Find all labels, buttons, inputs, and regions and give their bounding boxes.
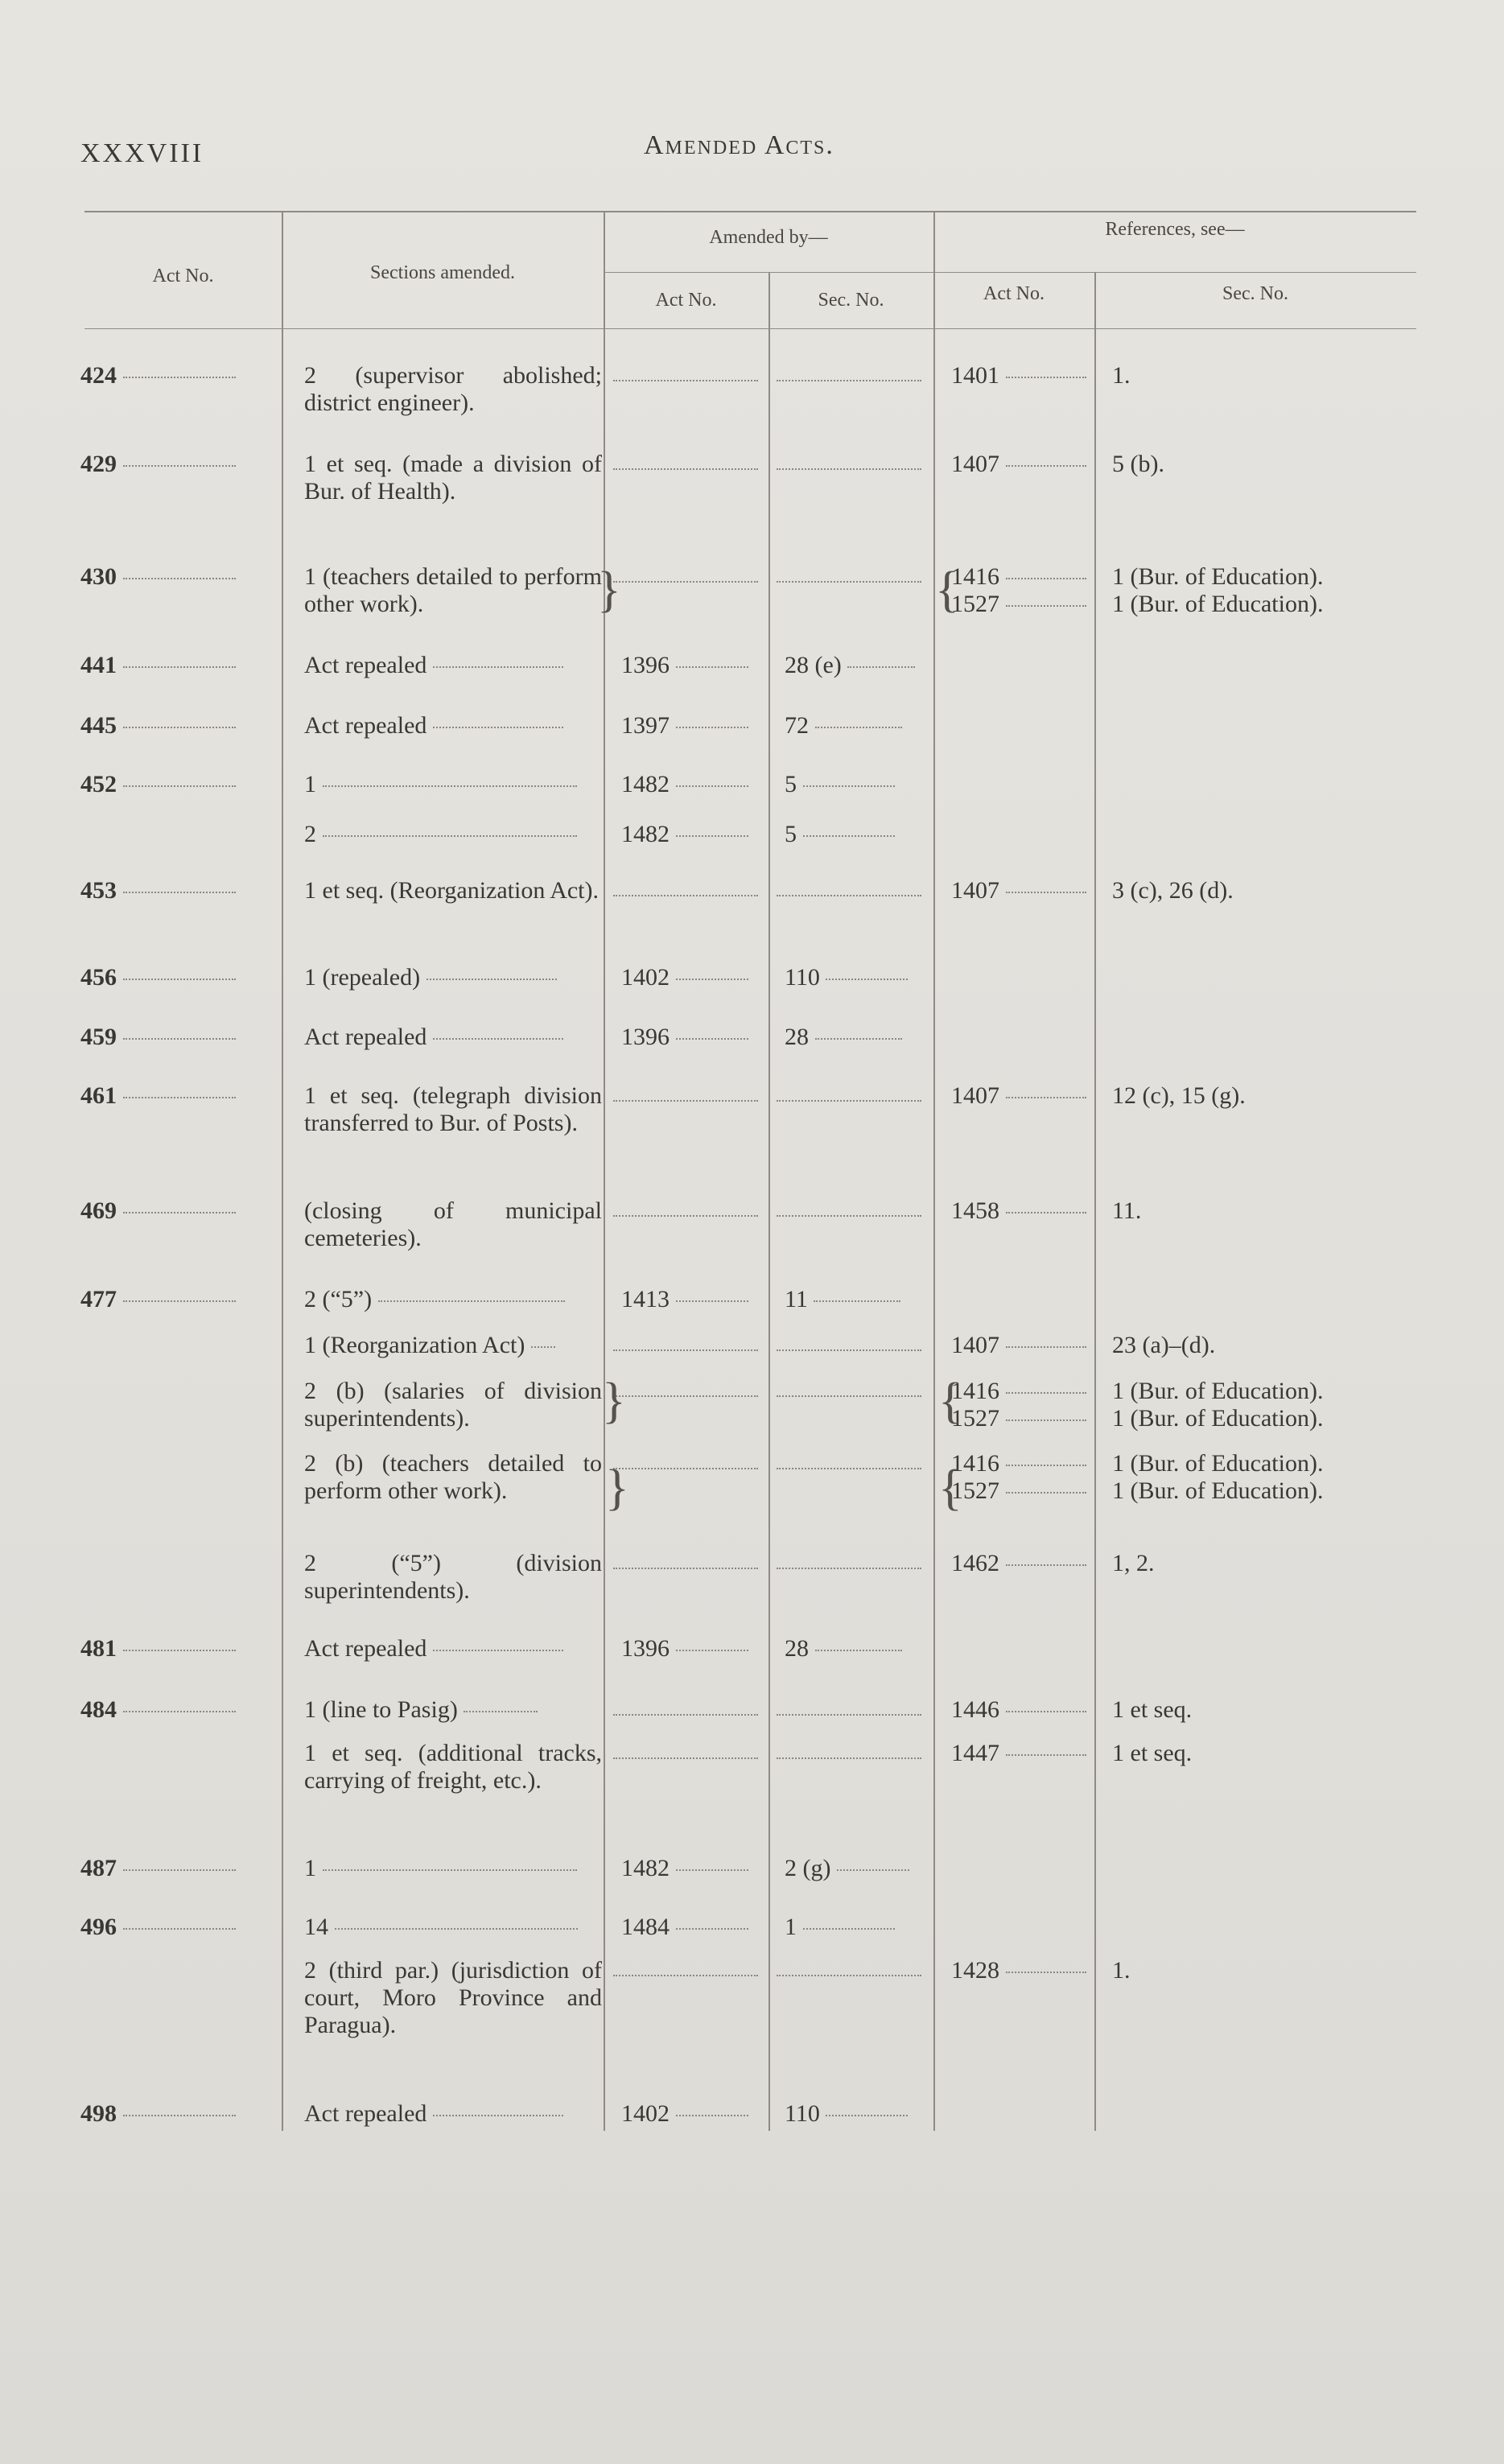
header-sections-amended: Sections amended. xyxy=(370,262,515,283)
amended-by-section: 28 xyxy=(785,1024,902,1051)
reference-act: 1527 xyxy=(951,1405,1086,1432)
header-bottom-rule xyxy=(84,328,1416,329)
header-act-no: Act No. xyxy=(152,266,214,286)
section-amended: Act repealed xyxy=(304,652,563,679)
amended-by-act: 1396 xyxy=(621,652,748,679)
amended-by-act: 1482 xyxy=(621,771,748,798)
amended-by-section: 28 (e) xyxy=(785,652,915,679)
amended-by-section-blank xyxy=(777,1201,921,1228)
col-divider-3 xyxy=(768,272,770,2131)
header-ref-sec-no: Sec. No. xyxy=(1222,283,1288,304)
amended-by-section-blank xyxy=(777,1381,921,1408)
page-number: XXXVIII xyxy=(80,138,204,168)
amended-by-act-blank xyxy=(613,1700,758,1727)
amended-by-section-blank xyxy=(777,1453,921,1481)
amended-by-section-blank xyxy=(777,1335,921,1362)
header-amended-sec-no: Sec. No. xyxy=(818,290,884,311)
amended-by-act: 1484 xyxy=(621,1914,748,1941)
reference-section: 1 et seq. xyxy=(1112,1696,1193,1723)
reference-section: 5 (b). xyxy=(1112,451,1164,477)
reference-section: 1, 2. xyxy=(1112,1550,1155,1576)
brace-icon: { xyxy=(935,562,959,617)
section-amended: Act repealed xyxy=(304,1635,563,1663)
reference-section: 23 (a)–(d). xyxy=(1112,1332,1216,1358)
col-divider-5 xyxy=(1094,272,1096,2131)
section-amended: 14 xyxy=(304,1914,578,1941)
act-number: 496 xyxy=(80,1914,236,1941)
section-amended: 2 (b) (salaries of division superintendents). xyxy=(304,1378,602,1432)
act-number: 430 xyxy=(80,563,236,591)
section-amended: Act repealed xyxy=(304,2100,563,2128)
amended-by-section-blank xyxy=(777,1553,921,1580)
act-number: 487 xyxy=(80,1855,236,1882)
act-number: 445 xyxy=(80,712,236,740)
section-amended: 2 (third par.) (jurisdiction of court, Moro Province and Paragua). xyxy=(304,1957,602,2038)
section-amended: 1 (repealed) xyxy=(304,964,557,991)
col-divider-2 xyxy=(604,211,605,2131)
amended-by-section-blank xyxy=(777,365,921,393)
reference-act: 1446 xyxy=(951,1696,1086,1724)
section-amended: 2 xyxy=(304,821,577,848)
section-amended: (closing of municipal cemeteries). xyxy=(304,1197,602,1251)
amended-by-act: 1402 xyxy=(621,964,748,991)
amended-by-act-blank xyxy=(613,454,758,481)
brace-icon: { xyxy=(938,1374,962,1428)
reference-act: 1407 xyxy=(951,877,1086,904)
header-mid-rule xyxy=(604,272,1416,273)
amended-by-section-blank xyxy=(777,880,921,908)
amended-by-section: 2 (g) xyxy=(785,1855,909,1882)
reference-section: 1 (Bur. of Education). xyxy=(1112,591,1324,617)
amended-by-act-blank xyxy=(613,1453,758,1481)
amended-by-act-blank xyxy=(613,1335,758,1362)
amended-by-act: 1482 xyxy=(621,821,748,848)
act-number: 461 xyxy=(80,1082,236,1110)
brace-icon: { xyxy=(938,1461,962,1515)
reference-section: 1 (Bur. of Education). xyxy=(1112,1450,1324,1477)
section-amended: 2 (“5”) xyxy=(304,1286,565,1313)
brace-icon: } xyxy=(602,1374,626,1428)
act-number: 481 xyxy=(80,1635,236,1663)
act-number: 441 xyxy=(80,652,236,679)
reference-section: 1. xyxy=(1112,1957,1131,1984)
section-amended: 1 xyxy=(304,771,577,798)
section-amended: 1 et seq. (Reorganization Act). xyxy=(304,877,600,904)
section-amended: Act repealed xyxy=(304,1024,563,1051)
reference-section: 11. xyxy=(1112,1197,1142,1224)
act-number: 453 xyxy=(80,877,236,904)
act-number: 429 xyxy=(80,451,236,478)
amended-by-section-blank xyxy=(777,1700,921,1727)
section-amended: 1 xyxy=(304,1855,577,1882)
amended-by-act-blank xyxy=(613,1553,758,1580)
header-references: References, see— xyxy=(1105,219,1245,240)
amended-by-act-blank xyxy=(613,1960,758,1988)
amended-by-act: 1413 xyxy=(621,1286,748,1313)
reference-act: 1458 xyxy=(951,1197,1086,1225)
amended-by-section: 1 xyxy=(785,1914,895,1941)
amended-by-act-blank xyxy=(613,1743,758,1770)
section-amended: 2 (b) (teachers detailed to perform other work). xyxy=(304,1450,602,1504)
amended-by-section-blank xyxy=(777,1086,921,1113)
reference-act: 1447 xyxy=(951,1740,1086,1767)
reference-section: 12 (c), 15 (g). xyxy=(1112,1082,1246,1109)
act-number: 469 xyxy=(80,1197,236,1225)
section-amended: 1 (line to Pasig) xyxy=(304,1696,538,1724)
section-amended: 1 et seq. (telegraph division transferred to Bur. of Posts). xyxy=(304,1082,602,1136)
amended-by-section: 28 xyxy=(785,1635,902,1663)
col-divider-1 xyxy=(282,211,283,2131)
reference-act: 1401 xyxy=(951,362,1086,389)
amended-by-act: 1397 xyxy=(621,712,748,740)
act-number: 456 xyxy=(80,964,236,991)
amended-by-act: 1396 xyxy=(621,1024,748,1051)
section-amended: 1 (Reorganization Act) xyxy=(304,1332,555,1359)
reference-section: 1 (Bur. of Education). xyxy=(1112,563,1324,590)
amended-by-act-blank xyxy=(613,1201,758,1228)
reference-act: 1407 xyxy=(951,1332,1086,1359)
amended-by-act-blank xyxy=(613,1086,758,1113)
reference-act: 1462 xyxy=(951,1550,1086,1577)
reference-act: 1416 xyxy=(951,563,1086,591)
reference-act: 1428 xyxy=(951,1957,1086,1984)
header-ref-act-no: Act No. xyxy=(983,283,1045,304)
section-amended: 1 (teachers detailed to perform other work). xyxy=(304,563,602,617)
reference-section: 1 (Bur. of Education). xyxy=(1112,1477,1324,1504)
section-amended: 1 et seq. (additional tracks, carrying of freight, etc.). xyxy=(304,1740,602,1794)
act-number: 459 xyxy=(80,1024,236,1051)
amended-by-section: 5 xyxy=(785,821,895,848)
amended-by-act-blank xyxy=(613,365,758,393)
amended-by-section-blank xyxy=(777,1960,921,1988)
amended-by-section: 110 xyxy=(785,2100,908,2128)
amended-by-act: 1396 xyxy=(621,1635,748,1663)
amended-by-act-blank xyxy=(613,1381,758,1408)
brace-icon: } xyxy=(605,1461,629,1515)
amended-by-act-blank xyxy=(613,880,758,908)
act-number: 452 xyxy=(80,771,236,798)
reference-section: 1 (Bur. of Education). xyxy=(1112,1378,1324,1404)
reference-act: 1407 xyxy=(951,451,1086,478)
act-number: 477 xyxy=(80,1286,236,1313)
page-title: Amended Acts. xyxy=(644,130,834,160)
act-number: 424 xyxy=(80,362,236,389)
section-amended: Act repealed xyxy=(304,712,563,740)
reference-act: 1416 xyxy=(951,1450,1086,1477)
table-top-rule xyxy=(84,211,1416,212)
brace-icon: } xyxy=(597,562,621,617)
amended-by-section: 5 xyxy=(785,771,895,798)
amended-by-section: 110 xyxy=(785,964,908,991)
section-amended: 2 (supervisor abolished; district engineer). xyxy=(304,362,602,416)
amended-by-section: 72 xyxy=(785,712,902,740)
amended-by-section-blank xyxy=(777,567,921,594)
reference-act: 1416 xyxy=(951,1378,1086,1405)
reference-section: 1 (Bur. of Education). xyxy=(1112,1405,1324,1432)
amended-by-section-blank xyxy=(777,1743,921,1770)
act-number: 498 xyxy=(80,2100,236,2128)
amended-by-act: 1482 xyxy=(621,1855,748,1882)
header-amended-act-no: Act No. xyxy=(655,290,717,311)
reference-section: 3 (c), 26 (d). xyxy=(1112,877,1234,904)
amended-by-act: 1402 xyxy=(621,2100,748,2128)
amended-by-act-blank xyxy=(613,567,758,594)
reference-section: 1. xyxy=(1112,362,1131,389)
col-divider-4 xyxy=(933,211,935,2131)
header-amended-by: Amended by— xyxy=(709,227,828,248)
section-amended: 1 et seq. (made a division of Bur. of Health). xyxy=(304,451,602,505)
reference-act: 1407 xyxy=(951,1082,1086,1110)
reference-act: 1527 xyxy=(951,591,1086,618)
amended-by-section: 11 xyxy=(785,1286,900,1313)
section-amended: 2 (“5”) (division superintendents). xyxy=(304,1550,602,1604)
reference-act: 1527 xyxy=(951,1477,1086,1505)
amended-by-section-blank xyxy=(777,454,921,481)
reference-section: 1 et seq. xyxy=(1112,1740,1193,1766)
act-number: 484 xyxy=(80,1696,236,1724)
